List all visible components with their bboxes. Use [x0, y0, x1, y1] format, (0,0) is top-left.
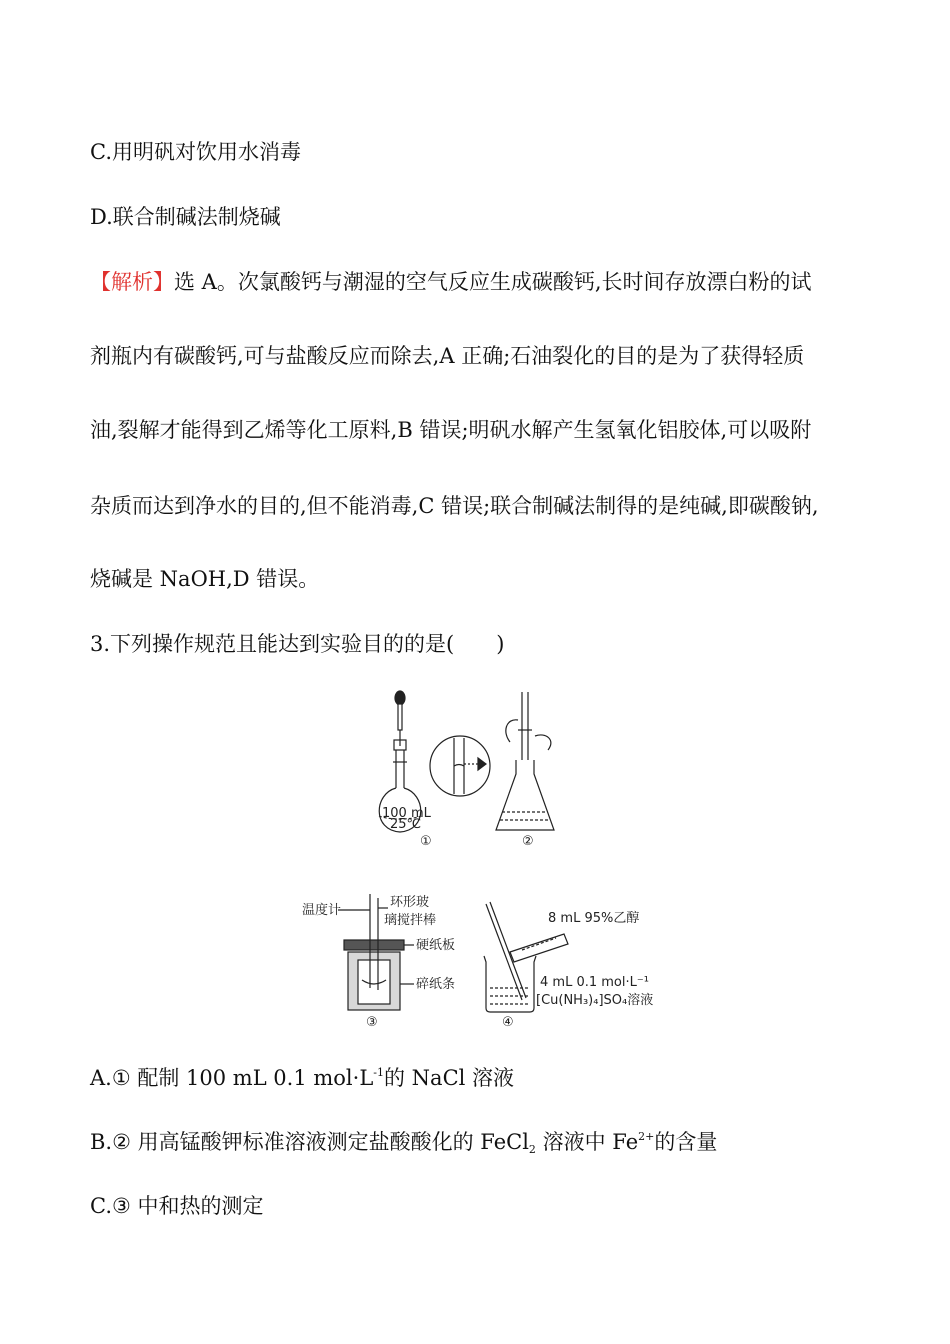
analysis-line-2: 剂瓶内有碳酸钙,可与盐酸反应而除去,A 正确;石油裂化的目的是为了获得轻质 [90, 344, 805, 368]
fig3-stirrer-line2: 璃搅拌棒 [384, 913, 437, 928]
fig-label-1: ① [420, 834, 432, 849]
option-c-prev: C.用明矾对饮用水消毒 [90, 140, 301, 164]
figure-top [360, 690, 600, 850]
fig3-thermometer: 温度计 [302, 903, 342, 918]
fig3-paper: 碎纸条 [416, 977, 456, 992]
analysis-tag: 【解析】 [90, 270, 174, 294]
titration-icon [496, 692, 554, 830]
fig4-solution-line1: 4 mL 0.1 mol·L⁻¹ [540, 975, 649, 990]
option-b-prefix: B.② 用高锰酸钾标准溶液测定盐酸酸化的 FeCl [90, 1130, 529, 1154]
option-b [90, 1126, 717, 1156]
fig4-ethanol: 8 mL 95%乙醇 [548, 911, 640, 926]
analysis-line-3: 油,裂解才能得到乙烯等化工原料,B 错误;明矾水解产生氢氧化铝胶体,可以吸附 [90, 418, 812, 442]
calorimeter-icon [338, 894, 414, 1010]
analysis-line-1 [90, 266, 812, 296]
option-a [90, 1062, 514, 1092]
option-b-sub: 2 [528, 1143, 536, 1156]
magnifier-icon [430, 736, 490, 796]
fig-label-3: ③ [366, 1015, 378, 1030]
option-b-mid: 溶液中 Fe [535, 1130, 639, 1154]
dropper-icon [395, 691, 405, 746]
option-a-sup: -1 [373, 1066, 384, 1079]
fig1-temp-label: 25℃ [390, 817, 422, 832]
fig4-solution-line2: [Cu(NH₃)₄]SO₄溶液 [536, 993, 654, 1008]
analysis-line-5: 烧碱是 NaOH,D 错误。 [90, 567, 320, 591]
fig1-flask-label: 100 mL [382, 806, 431, 821]
option-b-sup: 2+ [638, 1130, 655, 1143]
option-d-prev: D.联合制碱法制烧碱 [90, 205, 281, 229]
option-a-suffix: 的 NaCl 溶液 [384, 1066, 515, 1090]
question-stem: 3.下列操作规范且能达到实验目的的是( ) [90, 632, 505, 656]
option-a-prefix: A.① 配制 100 mL 0.1 mol·L [90, 1066, 374, 1090]
figure-bottom [300, 890, 670, 1030]
fig3-board: 硬纸板 [416, 938, 456, 953]
fig-label-2: ② [522, 834, 534, 849]
option-b-suffix: 的含量 [654, 1130, 718, 1154]
option-c: C.③ 中和热的测定 [90, 1194, 264, 1218]
analysis-text-1: 选 A。次氯酸钙与潮湿的空气反应生成碳酸钙,长时间存放漂白粉的试 [174, 270, 812, 294]
analysis-line-4: 杂质而达到净水的目的,但不能消毒,C 错误;联合制碱法制得的是纯碱,即碳酸钠, [90, 494, 819, 518]
fig-label-4: ④ [502, 1015, 514, 1030]
fig3-stirrer-line1: 环形玻 [390, 895, 430, 910]
